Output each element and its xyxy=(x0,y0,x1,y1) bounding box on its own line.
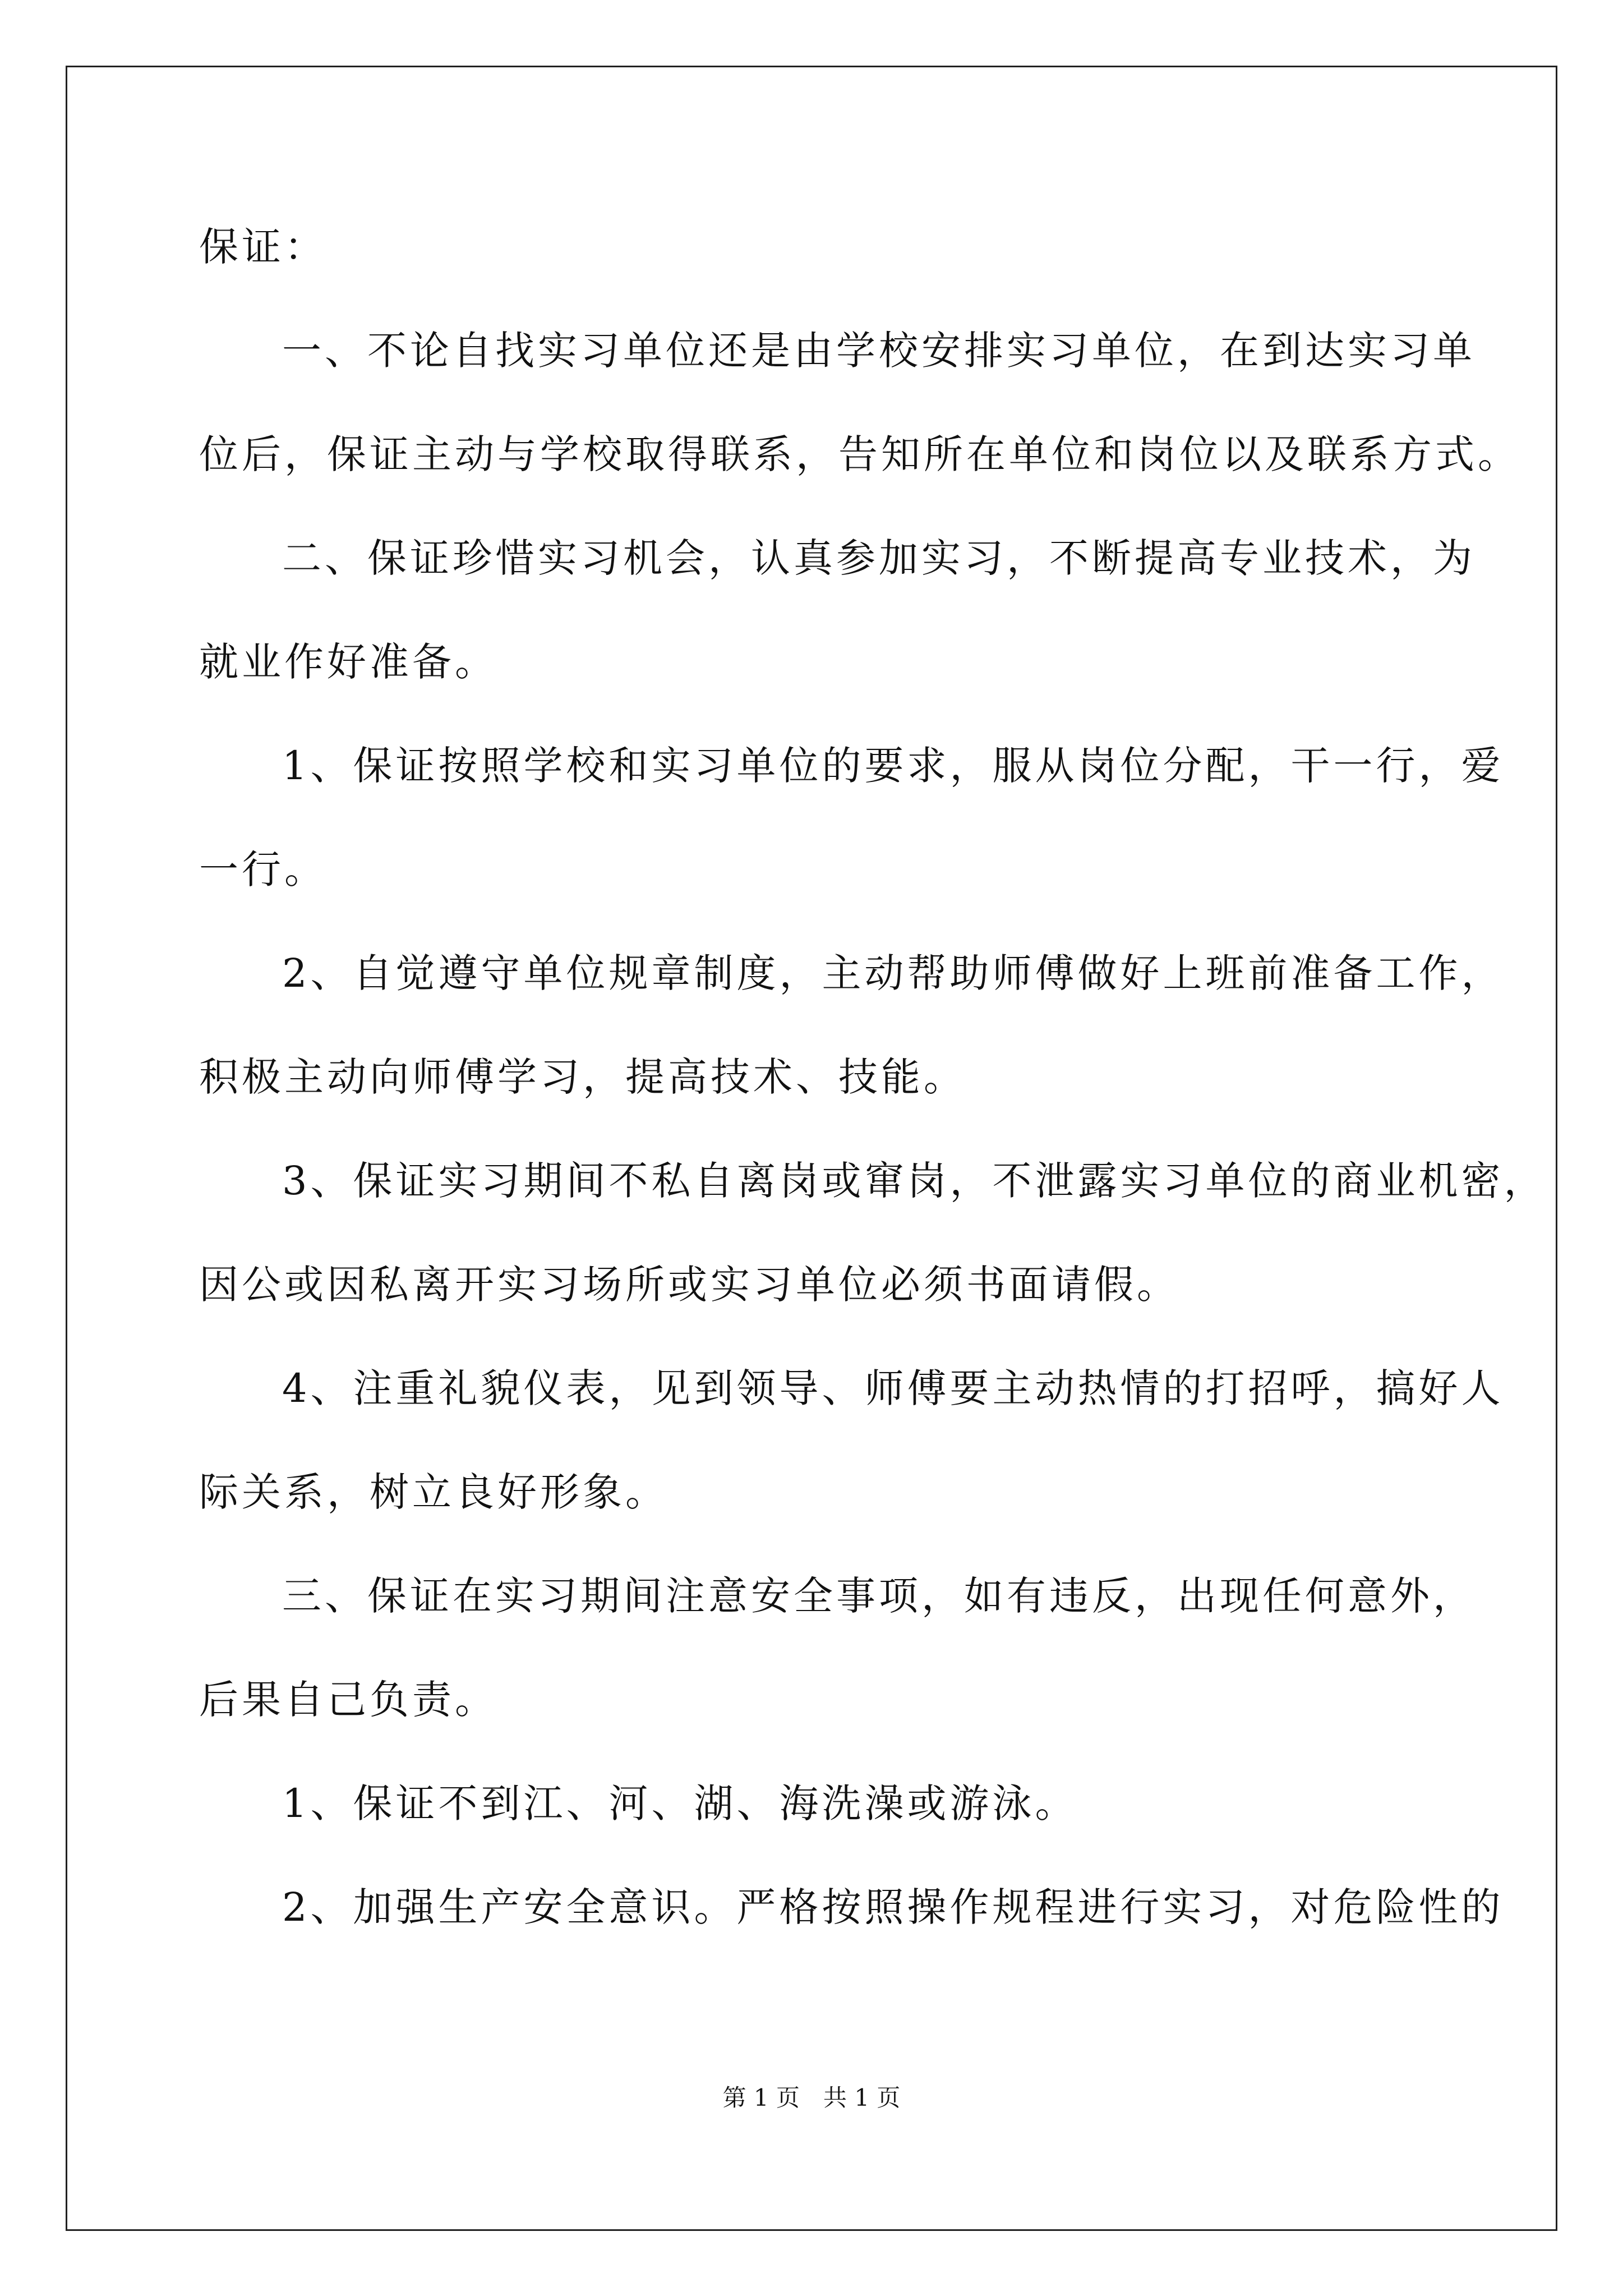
text-line: 1、保证按照学校和实习单位的要求，服从岗位分配，干一行，爱 xyxy=(282,743,1504,789)
text-line: 际关系，树立良好形象。 xyxy=(199,1469,668,1515)
text-line: 就业作好准备。 xyxy=(199,639,497,685)
text-line: 积极主动向师傅学习，提高技术、技能。 xyxy=(199,1054,966,1100)
text-line: 3、保证实习期间不私自离岗或窜岗，不泄露实习单位的商业机密， xyxy=(282,1158,1547,1204)
text-line: 2、自觉遵守单位规章制度，主动帮助师傅做好上班前准备工作， xyxy=(282,950,1504,996)
text-line: 保证： xyxy=(199,224,327,270)
text-line: 4、注重礼貌仪表，见到领导、师傅要主动热情的打招呼，搞好人 xyxy=(282,1365,1504,1411)
text-line: 一、不论自找实习单位还是由学校安排实习单位，在到达实习单 xyxy=(282,328,1476,374)
text-line: 位后，保证主动与学校取得联系，告知所在单位和岗位以及联系方式。 xyxy=(199,431,1520,477)
text-line: 一行。 xyxy=(199,846,327,892)
text-line: 三、保证在实习期间注意安全事项，如有违反，出现任何意外， xyxy=(282,1573,1476,1619)
text-line: 因公或因私离开实习场所或实习单位必须书面请假。 xyxy=(199,1262,1179,1308)
text-line: 2、加强生产安全意识。严格按照操作规程进行实习，对危险性的 xyxy=(282,1884,1504,1930)
text-line: 后果自己负责。 xyxy=(199,1677,497,1723)
page-number-footer: 第 1 页 共 1 页 xyxy=(722,2084,901,2111)
text-line: 二、保证珍惜实习机会，认真参加实习，不断提高专业技术，为 xyxy=(282,535,1476,581)
text-line: 1、保证不到江、河、湖、海洗澡或游泳。 xyxy=(282,1780,1078,1826)
